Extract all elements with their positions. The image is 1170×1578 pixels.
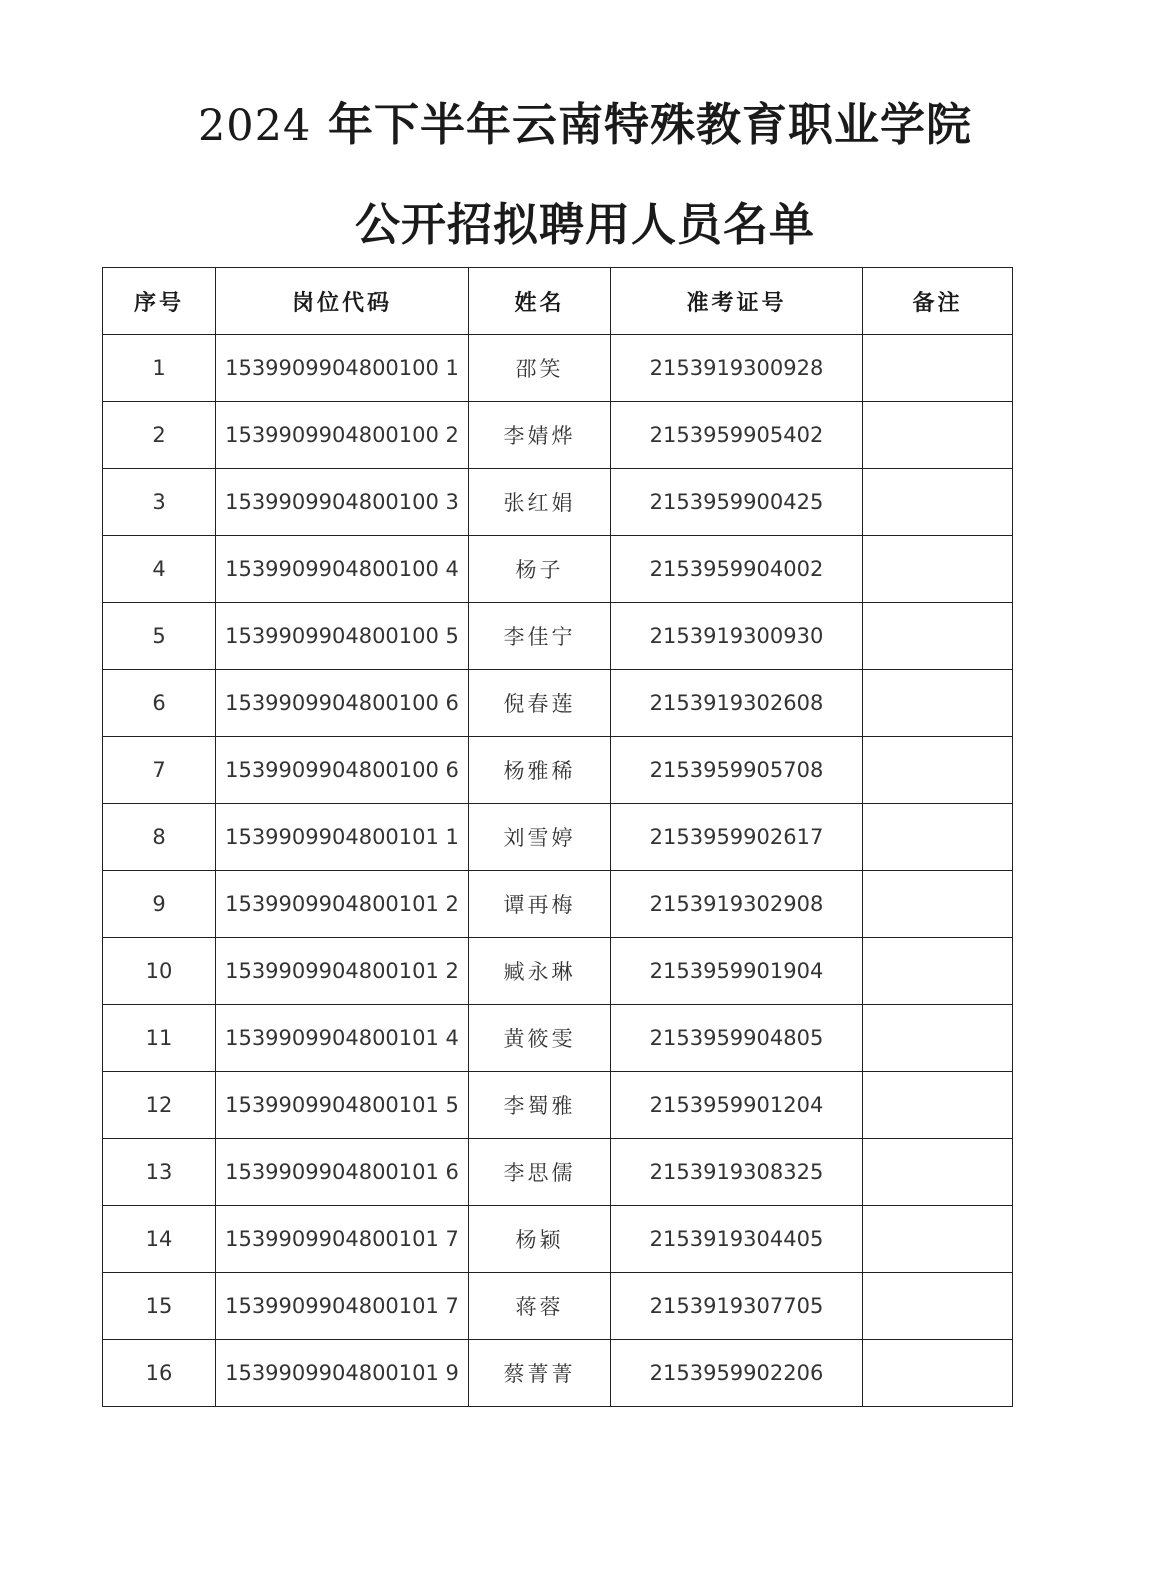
title-line-1-text: 年下半年云南特殊教育职业学院 [328, 98, 973, 151]
cell-post-code: 1539909904800101 6 [216, 1139, 469, 1206]
cell-exam-number: 2153959902206 [611, 1340, 863, 1407]
cell-exam-number: 2153959901204 [611, 1072, 863, 1139]
header-exam-number: 准考证号 [611, 268, 863, 335]
cell-index: 14 [103, 1206, 216, 1273]
cell-name: 邵笑 [469, 335, 611, 402]
cell-remark [863, 335, 1013, 402]
cell-name: 倪春莲 [469, 670, 611, 737]
cell-post-code: 1539909904800101 2 [216, 938, 469, 1005]
table-body [103, 335, 1013, 1407]
cell-exam-number: 2153919300928 [611, 335, 863, 402]
cell-post-code: 1539909904800101 5 [216, 1072, 469, 1139]
cell-index: 6 [103, 670, 216, 737]
cell-exam-number: 2153959905402 [611, 402, 863, 469]
cell-name: 黄筱雯 [469, 1005, 611, 1072]
cell-exam-number: 2153919300930 [611, 603, 863, 670]
cell-index: 13 [103, 1139, 216, 1206]
table-row [103, 670, 1013, 737]
cell-exam-number: 2153959905708 [611, 737, 863, 804]
cell-remark [863, 670, 1013, 737]
cell-index: 12 [103, 1072, 216, 1139]
cell-index: 2 [103, 402, 216, 469]
table-row [103, 1273, 1013, 1340]
cell-post-code: 1539909904800100 2 [216, 402, 469, 469]
cell-index: 15 [103, 1273, 216, 1340]
table-row [103, 603, 1013, 670]
table-row [103, 938, 1013, 1005]
cell-exam-number: 2153959904002 [611, 536, 863, 603]
cell-remark [863, 1072, 1013, 1139]
cell-post-code: 1539909904800101 1 [216, 804, 469, 871]
table-row [103, 536, 1013, 603]
cell-index: 1 [103, 335, 216, 402]
table-row [103, 335, 1013, 402]
cell-exam-number: 2153919302908 [611, 871, 863, 938]
cell-remark [863, 1340, 1013, 1407]
cell-exam-number: 2153919308325 [611, 1139, 863, 1206]
cell-index: 16 [103, 1340, 216, 1407]
cell-remark [863, 536, 1013, 603]
cell-name: 李婧烨 [469, 402, 611, 469]
cell-name: 杨雅稀 [469, 737, 611, 804]
cell-name: 李蜀雅 [469, 1072, 611, 1139]
cell-remark [863, 1273, 1013, 1340]
table-row [103, 1139, 1013, 1206]
cell-remark [863, 737, 1013, 804]
header-name: 姓名 [469, 268, 611, 335]
cell-exam-number: 2153959902617 [611, 804, 863, 871]
cell-remark [863, 402, 1013, 469]
cell-name: 张红娟 [469, 469, 611, 536]
cell-name: 李佳宁 [469, 603, 611, 670]
header-index: 序号 [103, 268, 216, 335]
cell-remark [863, 871, 1013, 938]
cell-post-code: 1539909904800100 4 [216, 536, 469, 603]
cell-name: 蒋蓉 [469, 1273, 611, 1340]
table-row [103, 737, 1013, 804]
cell-post-code: 1539909904800100 1 [216, 335, 469, 402]
cell-index: 7 [103, 737, 216, 804]
cell-exam-number: 2153919307705 [611, 1273, 863, 1340]
cell-index: 11 [103, 1005, 216, 1072]
header-post-code: 岗位代码 [216, 268, 469, 335]
cell-post-code: 1539909904800101 9 [216, 1340, 469, 1407]
cell-name: 臧永琳 [469, 938, 611, 1005]
cell-post-code: 1539909904800100 3 [216, 469, 469, 536]
document-title-line-2: 公开招拟聘用人员名单 [354, 198, 815, 251]
cell-name: 谭再梅 [469, 871, 611, 938]
cell-index: 9 [103, 871, 216, 938]
cell-post-code: 1539909904800101 4 [216, 1005, 469, 1072]
cell-post-code: 1539909904800100 6 [216, 670, 469, 737]
table-row [103, 804, 1013, 871]
cell-name: 杨颖 [469, 1206, 611, 1273]
document-title-line-1 [0, 88, 1170, 153]
cell-remark [863, 804, 1013, 871]
cell-exam-number: 2153959900425 [611, 469, 863, 536]
cell-remark [863, 469, 1013, 536]
cell-index: 10 [103, 938, 216, 1005]
table-row [103, 871, 1013, 938]
cell-index: 4 [103, 536, 216, 603]
cell-remark [863, 603, 1013, 670]
cell-remark [863, 1139, 1013, 1206]
cell-exam-number: 2153919304405 [611, 1206, 863, 1273]
cell-post-code: 1539909904800101 7 [216, 1206, 469, 1273]
candidate-table [102, 267, 1013, 1407]
cell-remark [863, 1206, 1013, 1273]
header-remark: 备注 [863, 268, 1013, 335]
cell-exam-number: 2153919302608 [611, 670, 863, 737]
cell-name: 李思儒 [469, 1139, 611, 1206]
table-row [103, 469, 1013, 536]
table-row [103, 402, 1013, 469]
cell-remark [863, 938, 1013, 1005]
cell-post-code: 1539909904800100 6 [216, 737, 469, 804]
title-year: 2024 [197, 101, 312, 151]
cell-post-code: 1539909904800100 5 [216, 603, 469, 670]
cell-post-code: 1539909904800101 7 [216, 1273, 469, 1340]
table-row [103, 1340, 1013, 1407]
cell-exam-number: 2153959901904 [611, 938, 863, 1005]
cell-post-code: 1539909904800101 2 [216, 871, 469, 938]
cell-exam-number: 2153959904805 [611, 1005, 863, 1072]
table-row [103, 1206, 1013, 1273]
cell-index: 5 [103, 603, 216, 670]
cell-name: 刘雪婷 [469, 804, 611, 871]
table-row [103, 1005, 1013, 1072]
cell-index: 3 [103, 469, 216, 536]
table-row [103, 1072, 1013, 1139]
cell-name: 蔡菁菁 [469, 1340, 611, 1407]
cell-remark [863, 1005, 1013, 1072]
cell-index: 8 [103, 804, 216, 871]
cell-name: 杨子 [469, 536, 611, 603]
table-header-row [103, 268, 1013, 335]
